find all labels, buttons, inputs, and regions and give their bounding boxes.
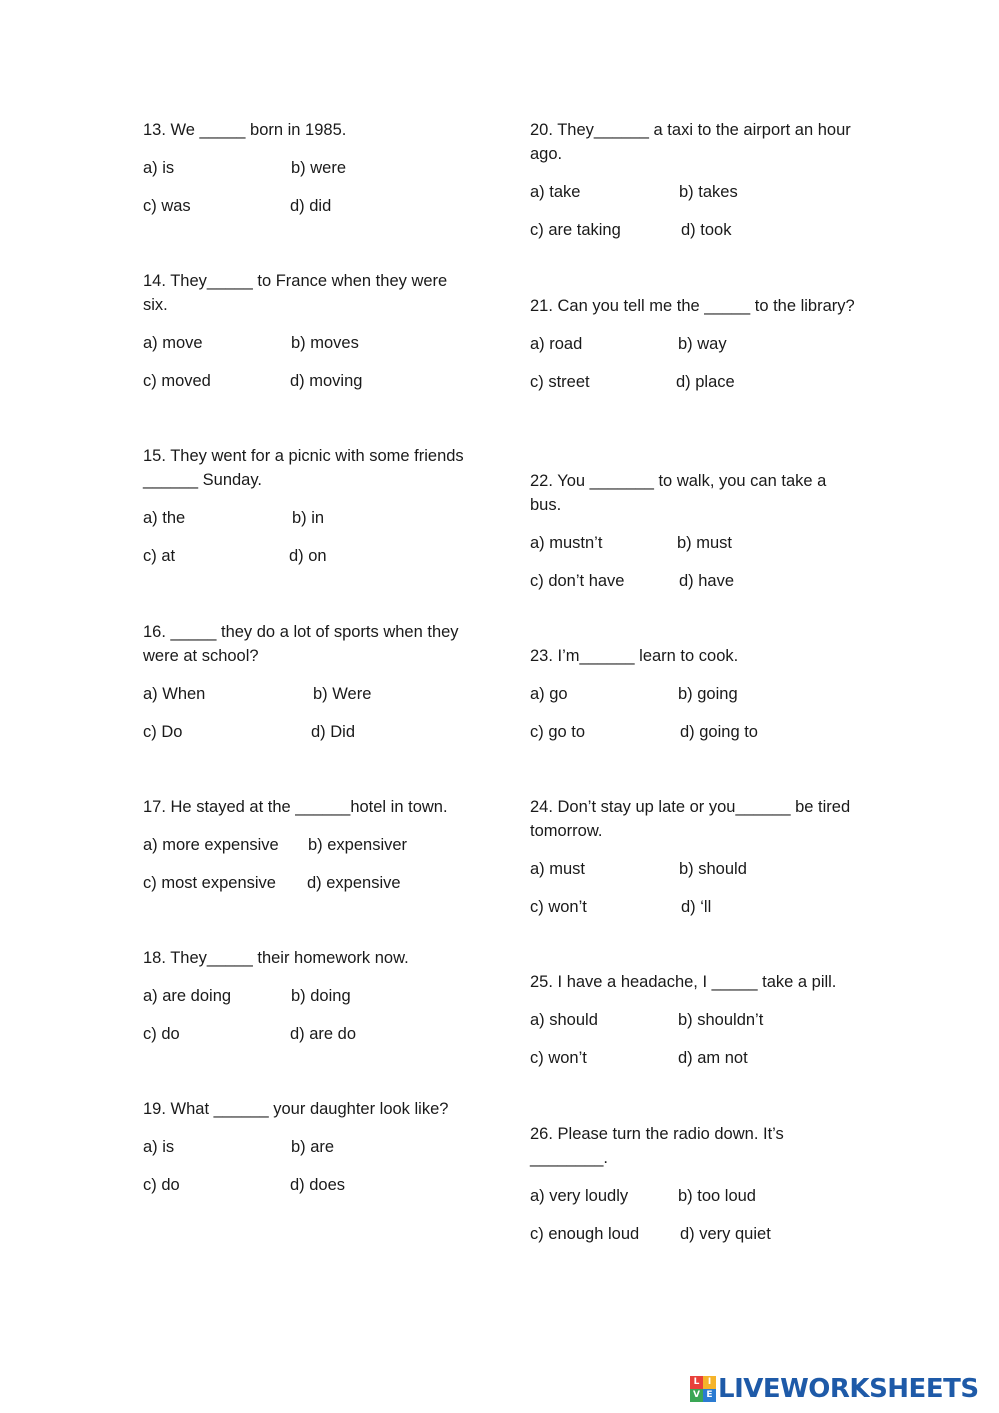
question-14 [143,269,473,407]
options-row [530,569,860,593]
options-row [143,369,473,393]
option-b[interactable]: b) too loud [678,1187,756,1205]
options-row [143,833,473,857]
options-row [143,1022,473,1046]
question-text: 24. Don’t stay up late or you______ be tired tomorrow. [530,798,851,840]
question-13 [143,118,473,232]
option-c[interactable]: c) at [143,547,176,565]
question-15 [143,444,473,582]
options-row [143,544,473,568]
option-c[interactable]: c) are taking [530,221,621,239]
question-16 [143,620,473,758]
question-text: 26. Please turn the radio down. It’s ________. [530,1125,784,1167]
question-text: 19. What ______ your daughter look like? [143,1100,449,1118]
options-row [143,331,473,355]
question-24 [530,795,860,933]
logo-mark-icon [690,1376,716,1402]
question-26 [530,1122,860,1260]
option-a[interactable]: a) mustn’t [530,534,603,552]
option-a[interactable]: a) are doing [143,987,232,1005]
options-row [530,1184,860,1208]
question-21 [530,294,860,408]
options-row [530,218,860,242]
option-b[interactable]: b) going [678,685,738,703]
logo-mark-letter: L [690,1376,703,1389]
option-a[interactable]: a) must [530,860,586,878]
option-c[interactable]: c) enough loud [530,1225,640,1243]
option-a[interactable]: a) go [530,685,568,703]
options-row [143,1173,473,1197]
options-row [530,1008,860,1032]
option-d[interactable]: d) are do [290,1025,357,1043]
option-c[interactable]: c) don’t have [530,572,625,590]
question-text: 15. They went for a picnic with some friends ______ Sunday. [143,447,464,489]
question-22 [530,469,860,607]
option-b[interactable]: b) were [291,159,347,177]
question-text: 25. I have a headache, I _____ take a pill. [530,973,837,991]
option-b[interactable]: b) are [291,1138,335,1156]
option-a[interactable]: a) should [530,1011,598,1029]
option-b[interactable]: b) in [292,509,325,527]
question-20 [530,118,860,256]
option-d[interactable]: d) expensive [307,874,401,892]
question-18 [143,946,473,1060]
option-b[interactable]: b) Were [313,685,372,703]
option-a[interactable]: a) move [143,334,203,352]
option-c[interactable]: c) won’t [530,1049,587,1067]
question-text: 18. They_____ their homework now. [143,949,409,967]
option-b[interactable]: b) must [677,534,733,552]
option-c[interactable]: c) most expensive [143,874,276,892]
option-a[interactable]: a) When [143,685,206,703]
options-row [530,1222,860,1246]
options-row [143,871,473,895]
option-a[interactable]: a) is [143,1138,175,1156]
option-a[interactable]: a) road [530,335,583,353]
option-d[interactable]: d) did [290,197,332,215]
logo-mark-letter: E [703,1389,716,1402]
options-row [530,332,860,356]
question-19 [143,1097,473,1211]
options-row [530,720,860,744]
options-row [143,984,473,1008]
question-23 [530,644,860,758]
logo-mark-letter: I [703,1376,716,1389]
option-a[interactable]: a) take [530,183,581,201]
option-c[interactable]: c) do [143,1176,180,1194]
question-text: 17. He stayed at the ______hotel in town. [143,798,448,816]
option-b[interactable]: b) should [679,860,747,878]
options-row [530,370,860,394]
question-25 [530,970,860,1084]
option-d[interactable]: d) have [679,572,735,590]
option-a[interactable]: a) very loudly [530,1187,629,1205]
options-row [143,156,473,180]
question-text: 14. They_____ to France when they were six. [143,272,448,314]
question-text: 23. I’m______ learn to cook. [530,647,739,665]
option-c[interactable]: c) street [530,373,590,391]
options-row [530,895,860,919]
logo-mark-letter: V [690,1389,703,1402]
option-d[interactable]: d) on [289,547,327,565]
question-17 [143,795,473,909]
option-d[interactable]: d) place [676,373,735,391]
question-text: 20. They______ a taxi to the airport an hour ago. [530,121,851,163]
option-d[interactable]: d) ‘ll [681,898,712,916]
options-row [530,857,860,881]
option-b[interactable]: b) doing [291,987,351,1005]
question-text: 21. Can you tell me the _____ to the library? [530,297,855,315]
option-b[interactable]: b) moves [291,334,359,352]
option-d[interactable]: d) does [290,1176,346,1194]
option-d[interactable]: d) am not [678,1049,748,1067]
option-d[interactable]: d) took [681,221,732,239]
option-b[interactable]: b) expensiver [308,836,408,854]
option-b[interactable]: b) way [678,335,727,353]
option-b[interactable]: b) takes [679,183,738,201]
options-row [530,531,860,555]
liveworksheets-logo[interactable] [690,1372,979,1406]
option-c[interactable]: c) moved [143,372,211,390]
option-c[interactable]: c) won’t [530,898,587,916]
question-text: 16. _____ they do a lot of sports when they were at school? [143,623,459,665]
question-text: 13. We _____ born in 1985. [143,121,347,139]
option-d[interactable]: d) Did [311,723,356,741]
logo-text: LIVEWORKSHEETS [718,1374,979,1404]
options-row [143,682,473,706]
option-c[interactable]: c) Do [143,723,183,741]
option-a[interactable]: a) more expensive [143,836,279,854]
options-row [530,1046,860,1070]
options-row [530,682,860,706]
question-text: 22. You _______ to walk, you can take a bus. [530,472,827,514]
options-row [143,1135,473,1159]
option-c[interactable]: c) go to [530,723,586,741]
option-d[interactable]: d) going to [680,723,758,741]
option-d[interactable]: d) moving [290,372,363,390]
option-c[interactable]: c) do [143,1025,180,1043]
option-c[interactable]: c) was [143,197,191,215]
options-row [143,720,473,744]
option-a[interactable]: a) the [143,509,186,527]
option-a[interactable]: a) is [143,159,175,177]
options-row [143,194,473,218]
options-row [530,180,860,204]
option-d[interactable]: d) very quiet [680,1225,771,1243]
options-row [143,506,473,530]
option-b[interactable]: b) shouldn’t [678,1011,764,1029]
